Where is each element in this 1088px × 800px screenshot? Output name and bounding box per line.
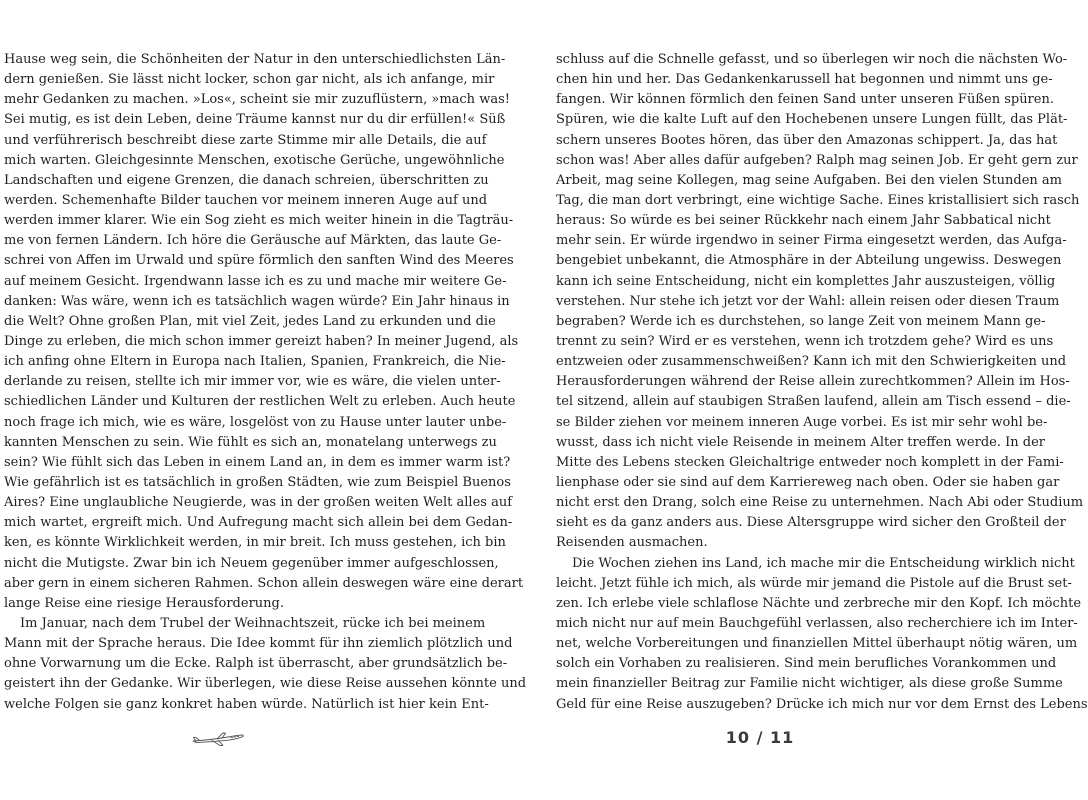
text-line: derlande zu reisen, stellte ich mir immer vor, wie es wäre, die vielen unter- (4, 374, 501, 390)
text-line: Hause weg sein, die Schönheiten der Natur in den unterschiedlichsten Län- (4, 52, 506, 67)
text-line: kann ich seine Entscheidung, nicht ein komplettes Jahr auszusteigen, völlig (556, 273, 1056, 289)
text-line: Spüren, wie die kalte Luft auf den Hochebenen unsere Lungen füllt, das Plät- (556, 112, 1068, 128)
text-line: chen hin und her. Das Gedankenkarussell hat begonnen und nimmt uns ge- (556, 72, 1053, 88)
text-line: Sei mutig, es ist dein Leben, deine Träume kannst nur du dir erfüllen!« Süß (4, 112, 506, 128)
text-line: ich anfing ohne Eltern in Europa nach Italien, Spanien, Frankreich, die Nie- (4, 354, 506, 370)
airplane-icon (190, 729, 246, 747)
text-line: Aires? Eine unglaubliche Neugierde, was in der großen weiten Welt alles auf (4, 495, 513, 511)
text-line: ken, es könnte Wirklichkeit werden, in mir breit. Ich muss gestehen, ich bin (4, 535, 506, 551)
text-line: Die Wochen ziehen ins Land, ich mache mir die Entscheidung wirklich nicht (572, 555, 1075, 571)
text-line: Landschaften und eigene Grenzen, die danach schreien, überschritten zu (4, 172, 489, 188)
text-line: dern genießen. Sie lässt nicht locker, schon gar nicht, als ich anfange, mir (4, 72, 495, 88)
text-line: nicht erst den Drang, solch eine Reise zu unternehmen. Nach Abi oder Studium (556, 495, 1084, 511)
text-line: se Bilder ziehen vor meinem inneren Auge vorbei. Es ist mir sehr wohl be- (556, 414, 1048, 430)
text-line: begraben? Werde ich es durchstehen, so lange Zeit von meinem Mann ge- (556, 313, 1046, 329)
text-line: tel sitzend, allein auf staubigen Straßen laufend, allein am Tisch essend – die- (556, 394, 1071, 410)
right-page-text (556, 50, 1088, 715)
text-line: Dinge zu erleben, die mich schon immer gereizt haben? In meiner Jugend, als (4, 333, 519, 349)
text-line: Mitte des Lebens stecken Gleichaltrige entweder noch komplett in der Fami- (556, 454, 1064, 470)
text-line: die Welt? Ohne großen Plan, mit viel Zeit, jedes Land zu erkunden und die (4, 313, 496, 329)
text-line: net, welche Vorbereitungen und finanziellen Mittel überhaupt nötig wären, um (556, 636, 1078, 652)
text-line: Arbeit, mag seine Kollegen, mag seine Aufgaben. Bei den vielen Stunden am (556, 172, 1062, 188)
text-line: sein? Wie fühlt sich das Leben in einem Land an, in dem es immer warm ist? (4, 454, 511, 470)
text-line: nicht die Mutigste. Zwar bin ich Neuem gegenüber immer aufgeschlossen, (4, 555, 499, 571)
text-line: mein finanzieller Beitrag zur Familie nicht wichtiger, als diese große Summe (556, 676, 1063, 692)
text-line: kannten Menschen zu sein. Wie fühlt es sich an, monatelang unterwegs zu (4, 434, 497, 450)
text-line: Tag, die man dort verbringt, eine wichtige Sache. Eines kristallisiert sich rasch (556, 192, 1080, 208)
text-line: fangen. Wir können förmlich den feinen Sand unter unseren Füßen spüren. (556, 92, 1054, 108)
text-line: Reisenden ausmachen. (556, 535, 708, 551)
text-line: heraus: So würde es bei seiner Rückkehr nach einem Jahr Sabbatical nicht (556, 213, 1051, 229)
text-line: schern unseres Bootes hören, das über den Amazonas schippert. Ja, das hat (556, 132, 1058, 148)
text-line: danken: Was wäre, wenn ich es tatsächlich wagen würde? Ein Jahr hinaus in (4, 293, 510, 309)
text-line: schrei von Affen im Urwald und spüre förmlich den sanften Wind des Meeres (4, 253, 514, 269)
left-page-text (4, 50, 527, 715)
text-line: welche Folgen sie ganz konkret haben würde. Natürlich ist hier kein Ent- (4, 696, 489, 712)
page-number: 10 / 11 (725, 728, 795, 747)
text-line: und verführerisch beschreibt diese zarte Stimme mir alle Details, die auf (4, 132, 487, 148)
text-line: schon was! Aber alles dafür aufgeben? Ralph mag seinen Job. Er geht gern zur (556, 152, 1078, 168)
text-line: wusst, dass ich nicht viele Reisende in meinem Alter treffen werde. In der (556, 434, 1045, 450)
text-line: aber gern in einem sicheren Rahmen. Schon allein deswegen wäre eine derart (4, 575, 524, 591)
text-line: zen. Ich erlebe viele schlaflose Nächte und zerbreche mir den Kopf. Ich möchte (556, 595, 1082, 611)
text-line: bengebiet unbekannt, die Atmosphäre in der Abteilung ungewiss. Deswegen (556, 253, 1062, 269)
text-line: lienphase oder sie sind auf dem Karriereweg nach oben. Oder sie haben gar (556, 474, 1060, 490)
text-line: trennt zu sein? Wird er es verstehen, wenn ich trotzdem gehe? Wird es uns (556, 333, 1054, 349)
text-line: sieht es da ganz anders aus. Diese Altersgruppe wird sicher den Großteil der (556, 515, 1066, 531)
text-line: mehr Gedanken zu machen. »Los«, scheint sie mir zuzuflüstern, »mach was! (4, 92, 510, 108)
text-line: mich nicht nur auf mein Bauchgefühl verlassen, also recherchiere ich im Inter- (556, 615, 1078, 631)
text-line: lange Reise eine riesige Herausforderung. (4, 595, 284, 611)
text-line: schluss auf die Schnelle gefasst, und so überlegen wir noch die nächsten Wo- (556, 52, 1068, 67)
text-line: Im Januar, nach dem Trubel der Weihnachtszeit, rücke ich bei meinem (20, 615, 486, 631)
text-line: Herausforderungen während der Reise allein zurechtkommen? Allein im Hos- (556, 374, 1070, 390)
text-line: entzweien oder zusammenschweißen? Kann ich mit den Schwierigkeiten und (556, 354, 1067, 370)
text-line: werden immer klarer. Wie ein Sog zieht es mich weiter hinein in die Tagträu- (4, 213, 514, 229)
text-line: verstehen. Nur stehe ich jetzt vor der Wahl: allein reisen oder diesen Traum (556, 293, 1060, 309)
text-line: werden. Schemenhafte Bilder tauchen vor meinem inneren Auge auf und (4, 192, 488, 208)
text-line: Mann mit der Sprache heraus. Die Idee kommt für ihn ziemlich plötzlich und (4, 636, 513, 652)
text-line: geistert ihn der Gedanke. Wir überlegen, wie diese Reise aussehen könnte und (4, 676, 527, 692)
text-line: noch frage ich mich, wie es wäre, losgelöst von zu Hause unter lauter unbe- (4, 414, 507, 430)
text-line: auf meinem Gesicht. Irgendwann lasse ich es zu und mache mir weitere Ge- (4, 273, 507, 289)
text-line: schiedlichen Länder und Kulturen der restlichen Welt zu erleben. Auch heute (4, 394, 516, 410)
text-line: solch ein Vorhaben zu realisieren. Sind mein berufliches Vorankommen und (556, 656, 1057, 672)
text-line: ohne Vorwarnung um die Ecke. Ralph ist überrascht, aber grundsätzlich be- (4, 656, 508, 672)
text-line: me von fernen Ländern. Ich höre die Geräusche auf Märkten, das laute Ge- (4, 233, 502, 249)
text-line: mehr sein. Er würde irgendwo in seiner Firma eingesetzt werden, das Aufga- (556, 233, 1067, 249)
text-line: Geld für eine Reise auszugeben? Drücke ich mich nur vor dem Ernst des Lebens (556, 696, 1088, 712)
text-line: mich wartet, ergreift mich. Und Aufregung macht sich allein bei dem Gedan- (4, 515, 513, 531)
text-line: Wie gefährlich ist es tatsächlich in großen Städten, wie zum Beispiel Buenos (4, 474, 511, 490)
text-line: leicht. Jetzt fühle ich mich, als würde mir jemand die Pistole auf die Brust set- (556, 575, 1072, 591)
text-line: mich warten. Gleichgesinnte Menschen, exotische Gerüche, ungewöhnliche (4, 152, 505, 168)
